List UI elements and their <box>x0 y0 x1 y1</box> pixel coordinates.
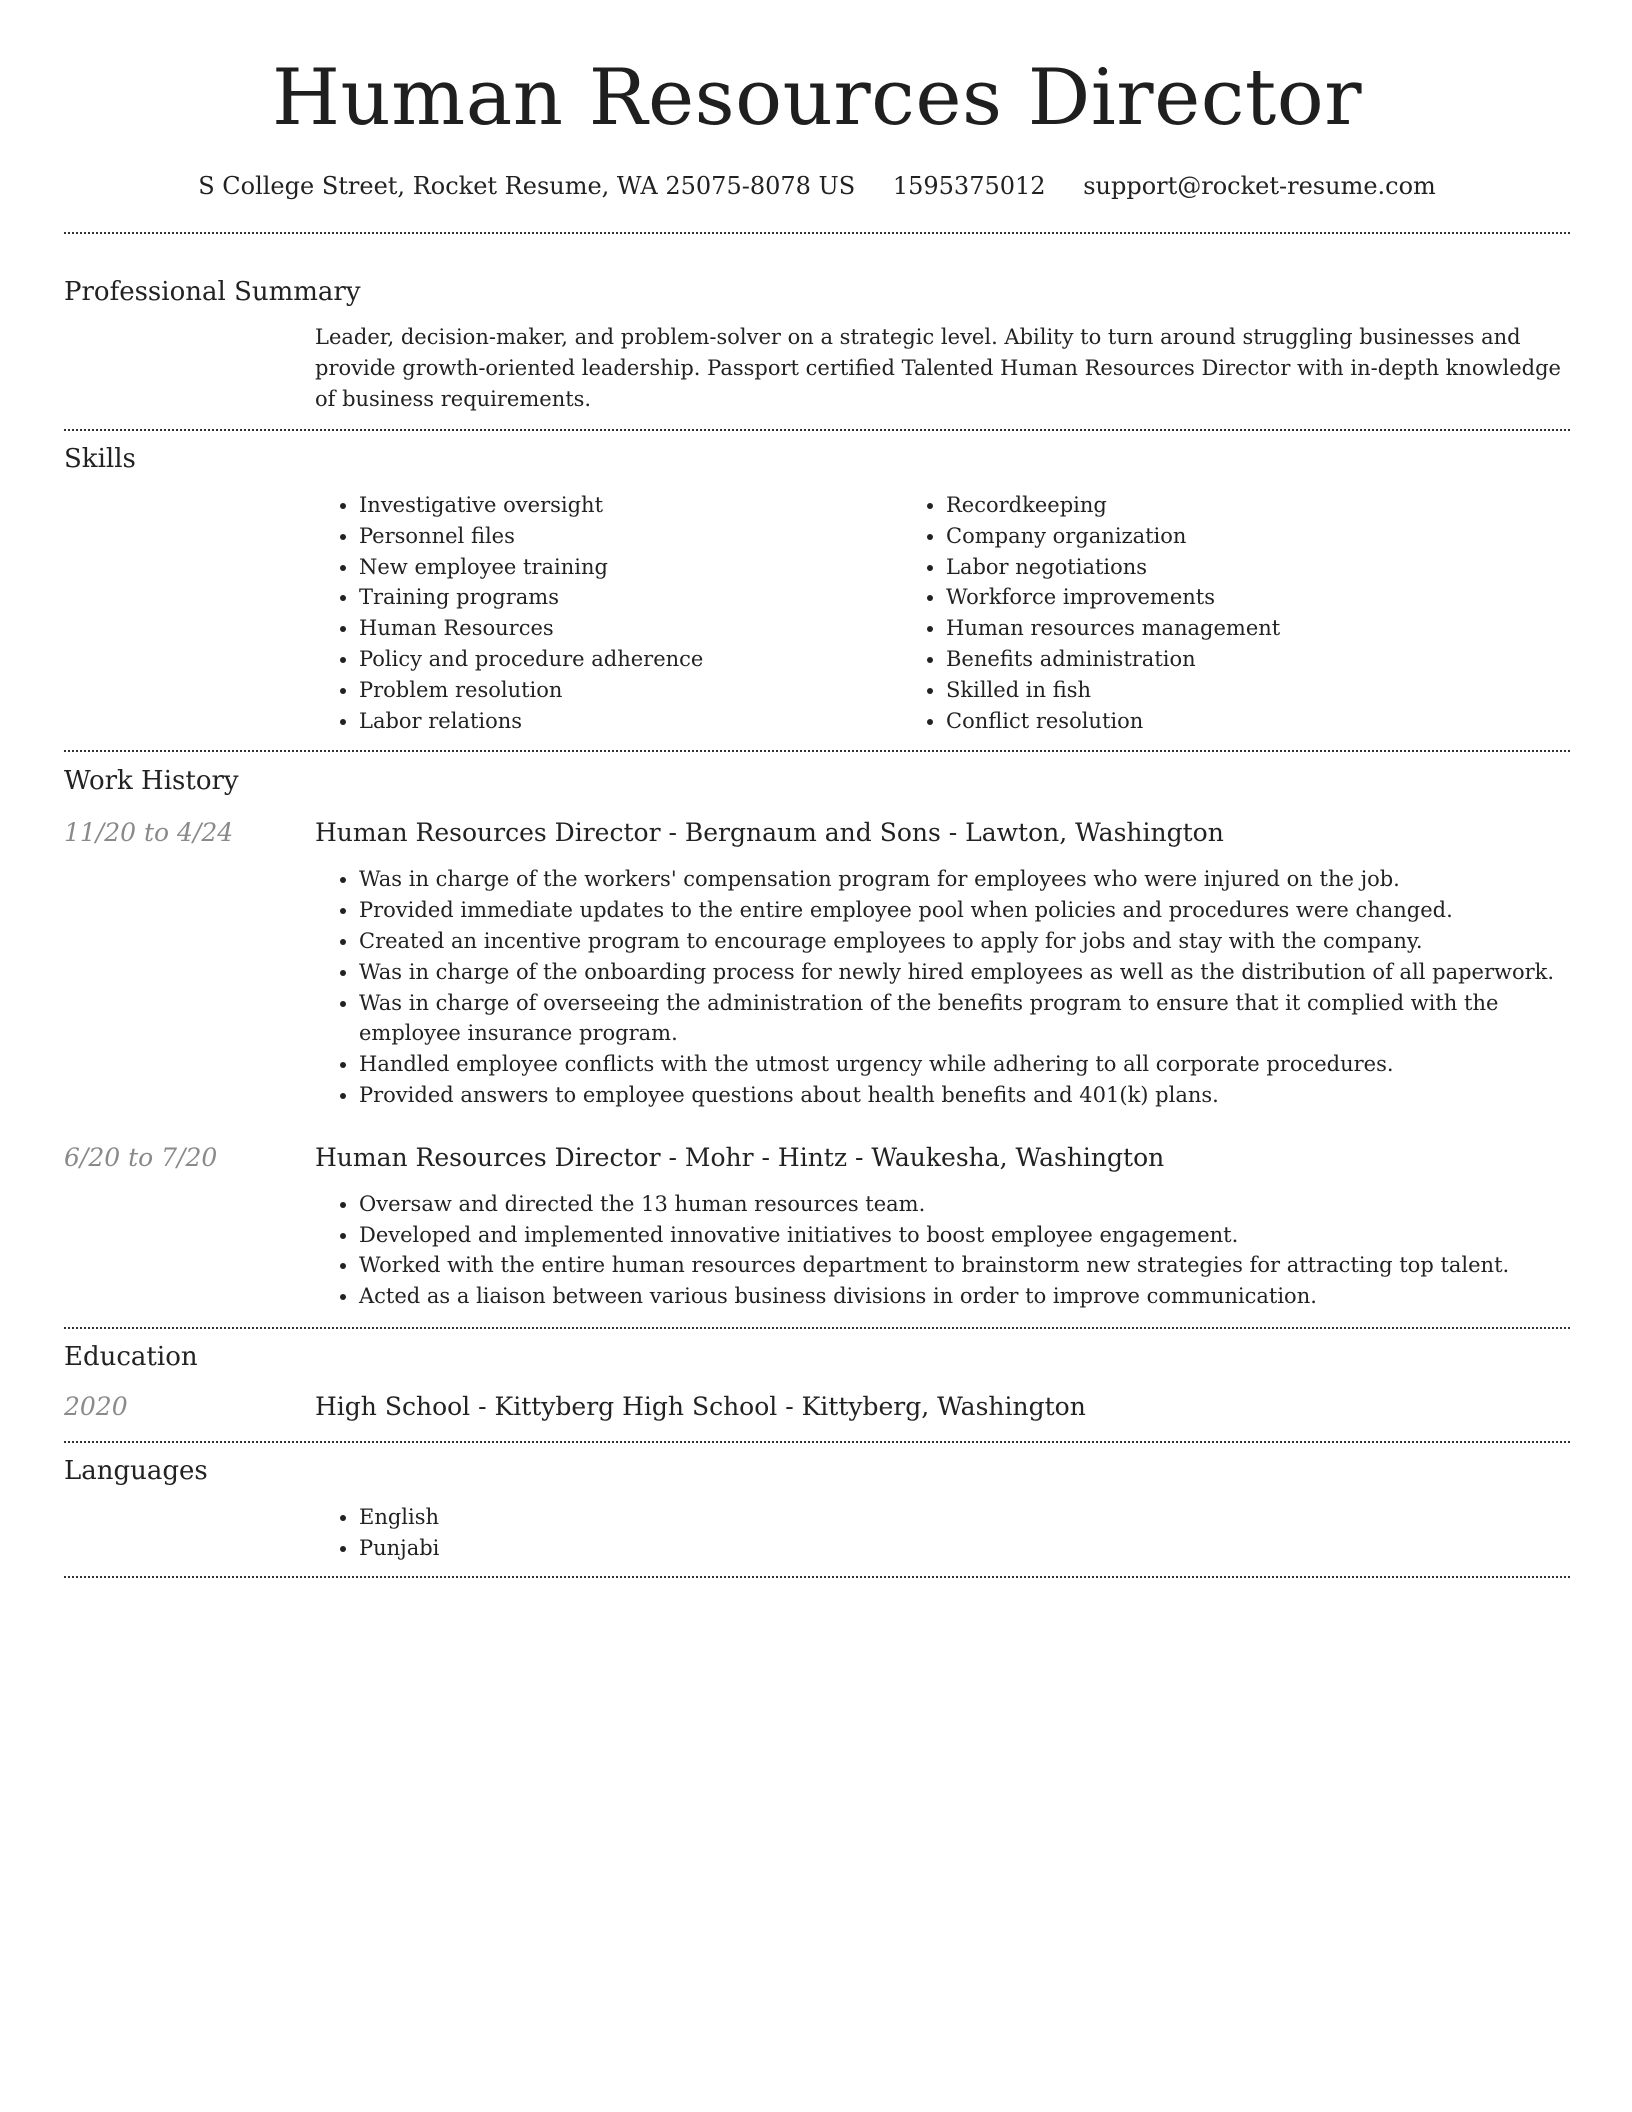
contact-email: support@rocket-resume.com <box>1083 172 1436 200</box>
skill-item: • Workforce improvements <box>946 582 1280 613</box>
job-bullet: • Developed and implemented innovative initiatives to boost employee engagement. <box>359 1220 1509 1251</box>
skills-list-left <box>315 490 930 736</box>
section-title-education: Education <box>64 1341 198 1372</box>
divider <box>64 1327 1570 1329</box>
divider <box>64 429 1570 431</box>
job-heading: Human Resources Director - Bergnaum and Sons - Lawton, Washington <box>315 818 1224 848</box>
job-date: 6/20 to 7/20 <box>64 1142 218 1172</box>
contact-address: S College Street, Rocket Resume, WA 25075-8078 US <box>198 172 856 200</box>
languages-bullets <box>315 1502 1570 1564</box>
section-title-languages: Languages <box>64 1455 208 1486</box>
job-bullets <box>315 1189 1509 1312</box>
skills-section <box>64 443 1570 736</box>
job-entry <box>64 1142 1570 1312</box>
skill-item: • Conflict resolution <box>946 706 1280 737</box>
skill-item: • Training programs <box>359 582 930 613</box>
job-bullet: • Oversaw and directed the 13 human resources team. <box>359 1189 1509 1220</box>
spacer <box>64 1312 1570 1327</box>
education-entry <box>64 1391 1570 1423</box>
page-title: Human Resources Director <box>271 53 1363 143</box>
job-heading: Human Resources Director - Mohr - Hintz - Waukesha, Washington <box>315 1142 1165 1172</box>
summary-text: Leader, decision-maker, and problem-solver on a strategic level. Ability to turn around struggling businesses and provide growth-oriented leadership. Passport certified Talented Human Resources Director with in-depth knowledge of business requirements. <box>315 325 1561 411</box>
divider <box>64 1576 1570 1578</box>
job-details <box>315 817 1570 1110</box>
skill-item: • New employee training <box>359 552 930 583</box>
skill-item: • Recordkeeping <box>946 490 1280 521</box>
resume-page <box>64 0 1570 1578</box>
job-details <box>315 1142 1509 1312</box>
section-title-summary: Professional Summary <box>64 277 361 307</box>
job-bullet: • Created an incentive program to encourage employees to apply for jobs and stay with the company. <box>359 926 1570 957</box>
education-section <box>64 1341 1570 1423</box>
education-heading: High School - Kittyberg High School - Kittyberg, Washington <box>315 1391 1086 1421</box>
job-bullet: • Was in charge of the workers' compensation program for employees who were injured on the job. <box>359 864 1570 895</box>
skill-item: • Investigative oversight <box>359 490 930 521</box>
skills-columns <box>315 490 1570 736</box>
section-title-work-history: Work History <box>64 766 239 797</box>
job-bullet: • Was in charge of overseeing the administration of the benefits program to ensure that it complied with the employee insurance program. <box>359 988 1570 1050</box>
job-bullet: • Provided answers to employee questions about health benefits and 401(k) plans. <box>359 1080 1570 1111</box>
divider <box>64 750 1570 752</box>
skill-item: • Company organization <box>946 521 1280 552</box>
skill-item: • Skilled in fish <box>946 675 1280 706</box>
job-date: 11/20 to 4/24 <box>64 818 234 848</box>
skill-item: • Policy and procedure adherence <box>359 644 930 675</box>
skill-item: • Labor negotiations <box>946 552 1280 583</box>
section-title-skills: Skills <box>64 444 136 474</box>
language-item: • Punjabi <box>359 1533 1570 1564</box>
divider <box>64 232 1570 234</box>
skill-item: • Human resources management <box>946 613 1280 644</box>
education-date: 2020 <box>64 1391 128 1421</box>
work-history-section <box>64 765 1570 1327</box>
skill-item: • Personnel files <box>359 521 930 552</box>
skills-list-right <box>902 490 1280 736</box>
contact-info <box>64 170 1570 202</box>
job-bullet: • Was in charge of the onboarding process for newly hired employees as well as the distribution of all paperwork. <box>359 957 1570 988</box>
skill-item: • Human Resources <box>359 613 930 644</box>
skill-item: • Benefits administration <box>946 644 1280 675</box>
languages-list <box>315 1502 1570 1564</box>
divider <box>64 1441 1570 1443</box>
job-bullets <box>315 864 1570 1110</box>
language-item: • English <box>359 1502 1570 1533</box>
contact-phone: 1595375012 <box>892 172 1046 200</box>
skill-item: • Labor relations <box>359 706 930 737</box>
job-entry <box>64 817 1570 1110</box>
job-bullet: • Acted as a liaison between various business divisions in order to improve communication. <box>359 1281 1509 1312</box>
summary-section <box>64 276 1570 415</box>
job-bullet: • Provided immediate updates to the entire employee pool when policies and procedures were changed. <box>359 895 1570 926</box>
job-bullet: • Handled employee conflicts with the utmost urgency while adhering to all corporate procedures. <box>359 1049 1570 1080</box>
skill-item: • Problem resolution <box>359 675 930 706</box>
languages-section <box>64 1455 1570 1564</box>
job-bullet: • Worked with the entire human resources department to brainstorm new strategies for attracting top talent. <box>359 1250 1509 1281</box>
